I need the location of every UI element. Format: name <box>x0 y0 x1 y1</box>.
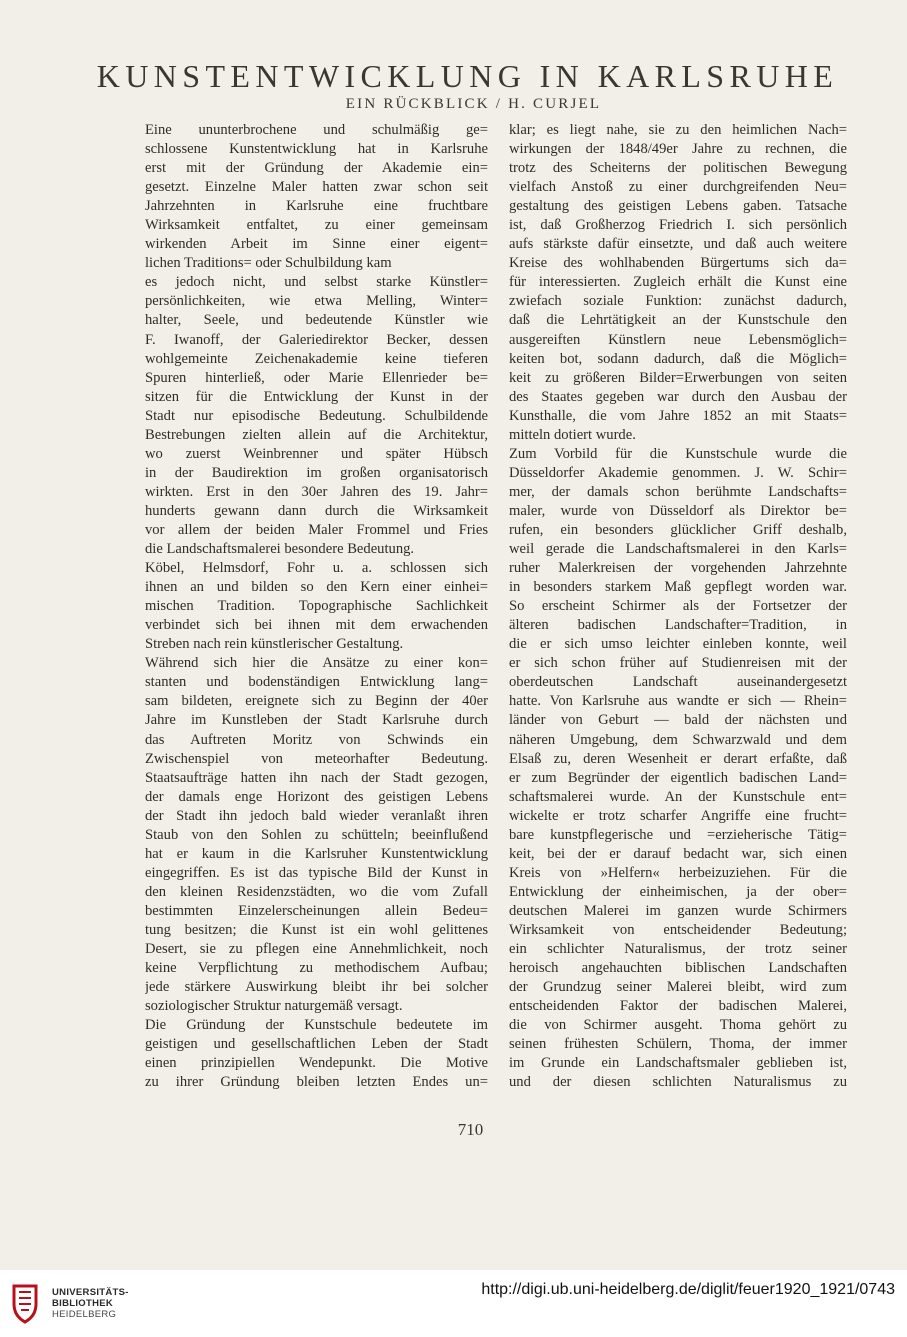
text-line: mischen Tradition. Topographische Sachlichkeit <box>145 598 488 615</box>
text-line: die er sich umso leichter einleben konnte, weil <box>509 636 847 653</box>
text-line: der Stadt ihn jedoch bald wieder veranlaßt ihren <box>145 807 488 824</box>
text-line: wirkten. Erst in den 30er Jahren des 19. Jahr= <box>145 483 488 500</box>
text-line: wirkenden Arbeit im Sinne einer eigent= <box>145 236 488 253</box>
text-line: älteren badischen Landschafter=Tradition, in <box>509 617 847 634</box>
text-line: für interessierten. Zugleich erhält die Kunst eine <box>509 274 847 291</box>
text-line: Zwischenspiel von meteorhafter Bedeutung. <box>145 750 488 767</box>
text-line: im Grunde ein Landschaftsmaler geblieben ist, <box>509 1055 847 1072</box>
text-line: Desert, sie zu pflegen eine Annehmlichkeit, noch <box>145 941 488 958</box>
text-line: hunderts gewann dann durch die Wirksamkeit <box>145 502 488 519</box>
text-line: näheren Umgebung, dem Schwarzwald und dem <box>509 731 847 748</box>
text-line: den kleinen Residenzstädten, wo die vom Zufall <box>145 883 488 900</box>
university-library-name <box>52 1287 129 1320</box>
text-line: zwiefach soziale Funktion: zunächst dadurch, <box>509 293 847 310</box>
text-line: er zum Begründer der eigentlich badischen Land= <box>509 769 847 786</box>
text-line: hat er kaum in die Karlsruher Kunstentwicklung <box>145 845 488 862</box>
text-line: wohlgemeinte Zeichenakademie keine tieferen <box>145 350 488 367</box>
text-column-right <box>509 121 847 1092</box>
text-line: es jedoch nicht, und selbst starke Künstler= <box>145 274 488 291</box>
text-line: der Grundzug seiner Malerei bleibt, wird zum <box>509 979 847 996</box>
text-line: F. Iwanoff, der Galeriedirektor Becker, dessen <box>145 331 488 348</box>
text-line: Wirksamkeit entfaltet, zu einer gemeinsam <box>145 217 488 234</box>
text-line: der damals enge Horizont des geistigen Lebens <box>145 788 488 805</box>
text-line: mer, der damals schon berühmte Landschafts= <box>509 483 847 500</box>
text-line: Während sich hier die Ansätze zu einer kon= <box>145 655 488 672</box>
text-line: Eine ununterbrochene und schulmäßig ge= <box>145 122 488 138</box>
text-line: gesetzt. Einzelne Maler hatten zwar schon seit <box>145 179 488 196</box>
text-line: keine Verpflichtung zu methodischem Aufbau; <box>145 960 488 977</box>
text-line: wo zuerst Weinbrenner und später Hübsch <box>145 445 488 462</box>
text-line: schlossene Kunstentwicklung hat in Karlsruhe <box>145 141 488 158</box>
text-line: daß die Lehrtätigkeit an der Kunstschule den <box>509 312 847 329</box>
text-line: trotz des Scheiterns der politischen Bewegung <box>509 160 847 177</box>
text-line: seinen frühesten Schülern, Thoma, der immer <box>509 1036 847 1053</box>
text-line: heroisch angehauchten biblischen Landschaften <box>509 960 847 977</box>
text-line: die Landschaftsmalerei besondere Bedeutung. <box>145 541 415 558</box>
logo-line-1: UNIVERSITÄTS- <box>52 1287 129 1298</box>
text-line: Düsseldorfer Akademie genommen. J. W. Schir= <box>509 464 847 481</box>
text-line: Jahre im Kunstleben der Stadt Karlsruhe durch <box>145 712 488 729</box>
text-line: schaftsmalerei wurde. An der Kunstschule ent= <box>509 788 847 805</box>
text-line: soziologischer Struktur naturgemäß versagt. <box>145 998 403 1015</box>
text-line: Die Gründung der Kunstschule bedeutete im <box>145 1017 488 1034</box>
text-line: Jahrzehnten in Karlsruhe eine fruchtbare <box>145 198 488 215</box>
text-line: Staub von den Sohlen zu schütteln; beeinflußend <box>145 826 488 843</box>
text-line: persönlichkeiten, wie etwa Melling, Winter= <box>145 293 488 310</box>
text-line: ihnen an und bilden so den Kern einer einhei= <box>145 579 488 596</box>
text-line: die von Schirmer ausgeht. Thoma gehört zu <box>509 1017 847 1034</box>
text-line: sam bildeten, ereignete sich zu Beginn der 40er <box>145 693 488 710</box>
source-url-link[interactable]: http://digi.ub.uni-heidelberg.de/diglit/feuer1920_1921/0743 <box>481 1281 895 1298</box>
text-line: lichen Traditions= oder Schulbildung kam <box>145 255 392 272</box>
text-line: Kreis von »Helfern« herbeizuziehen. Für die <box>509 864 847 881</box>
text-line: So erscheint Schirmer als der Fortsetzer der <box>509 598 847 615</box>
text-line: des Staates gegeben war durch den Ausbau der <box>509 388 847 405</box>
text-line: Stadt nur episodische Bedeutung. Schulbildende <box>145 407 488 424</box>
logo-line-3: HEIDELBERG <box>52 1309 117 1320</box>
text-line: oberdeutschen Landschaft auseinandergesetzt <box>509 674 847 691</box>
text-line: eingegriffen. Es ist das typische Bild der Kunst in <box>145 864 488 881</box>
text-line: in besonders starkem Maß gepflegt worden war. <box>509 579 847 596</box>
text-line: er sich schon früher auf Studienreisen mit der <box>509 655 847 672</box>
article-subtitle: EIN RÜCKBLICK / H. CURJEL <box>345 96 602 112</box>
page-number: 710 <box>457 1120 484 1139</box>
text-column-left <box>145 121 488 1092</box>
text-line: ein schlichter Naturalismus, der trotz seiner <box>509 941 847 958</box>
text-line: Entwicklung der einheimischen, ja der ober= <box>509 883 847 900</box>
text-line: klar; es liegt nahe, sie zu den heimlichen Nach= <box>509 122 847 138</box>
text-line: entscheidenden Faktor der badischen Malerei, <box>509 998 847 1015</box>
text-line: gestaltung des geistigen Lebens gaben. Tatsache <box>509 198 847 215</box>
text-line: vielfach Anstoß zu einer durchgreifenden Neu= <box>509 179 847 196</box>
text-line: Staatsaufträge hatten ihn nach der Stadt gezogen, <box>145 769 488 786</box>
text-line: hatte. Von Karlsruhe aus wandte er sich — Rhein= <box>509 693 847 710</box>
article-title: KUNSTENTWICKLUNG IN KARLSRUHE <box>96 58 839 94</box>
text-line: einen prinzipiellen Wendepunkt. Die Motive <box>145 1055 488 1072</box>
text-line: wirkungen der 1848/49er Jahre zu rechnen, die <box>509 141 847 158</box>
text-line: halter, Seele, und bedeutende Künstler wie <box>145 312 488 329</box>
text-line: und der diesen schlichten Naturalismus zu <box>509 1074 847 1091</box>
text-line: keit, bei der er darauf bedacht war, sich einen <box>509 845 847 862</box>
text-line: wickelte er trotz scharfer Angriffe eine frucht= <box>509 807 847 824</box>
text-line: deutschen Malerei im ganzen wurde Schirmers <box>509 902 847 919</box>
text-line: Bestrebungen zielten allein auf die Architektur, <box>145 426 488 443</box>
text-line: aufs stärkste dafür einsetzte, und daß auch weitere <box>509 236 847 253</box>
text-line: weil gerade die Landschaftsmalerei in den Karls= <box>509 541 847 558</box>
text-line: maler, wurde von Düsseldorf als Direktor be= <box>509 502 847 519</box>
text-line: Zum Vorbild für die Kunstschule wurde die <box>509 445 847 462</box>
text-line: Elsaß zu, deren Wesenheit er derart erfaßte, daß <box>509 750 847 767</box>
text-line: Köbel, Helmsdorf, Fohr u. a. schlossen sich <box>145 560 488 577</box>
text-line: keiten bot, sodann dadurch, daß die Möglich= <box>509 350 847 367</box>
text-line: zu ihrer Gründung bleiben letzten Endes un= <box>145 1074 488 1091</box>
text-line: sitzen für die Entwicklung der Kunst in der <box>145 388 488 405</box>
text-line: in der Baudirektion im großen organisatorisch <box>145 464 488 481</box>
text-line: ist, daß Großherzog Friedrich I. sich persönlich <box>509 217 847 234</box>
text-line: verbindet sich bei ihnen mit dem erwachenden <box>145 617 488 634</box>
text-line: Wirksamkeit von entscheidender Bedeutung; <box>509 921 847 938</box>
text-line: Spuren hinterließ, oder Marie Ellenrieder be= <box>145 369 488 386</box>
text-line: ausgereiften Künstlern neue Lebensmöglich= <box>509 331 847 348</box>
text-line: Kunsthalle, die vom Jahre 1852 an mit Staats= <box>509 407 847 424</box>
text-line: vor allem der beiden Maler Frommel und Fries <box>145 521 488 538</box>
text-line: das Auftreten Moritz von Schwinds ein <box>145 731 488 748</box>
text-line: erst mit der Gründung der Akademie ein= <box>145 160 488 177</box>
logo-line-2: BIBLIOTHEK <box>52 1298 114 1309</box>
text-line: geistigen und gesellschaftlichen Leben der Stadt <box>145 1036 488 1053</box>
text-line: bare kunstpflegerische und =erzieherische Tätig= <box>509 826 847 843</box>
text-line: jede stärkere Auswirkung bleibt ihr bei solcher <box>145 979 488 996</box>
university-library-logo-icon <box>10 1282 40 1324</box>
text-line: mitteln dotiert wurde. <box>509 426 636 443</box>
text-line: keit zu größeren Bilder=Erwerbungen von seiten <box>509 369 847 386</box>
text-line: rufen, ein besonders glücklicher Griff deshalb, <box>509 521 847 538</box>
text-line: tung besitzen; die Kunst ist ein wohl gelittenes <box>145 921 488 938</box>
text-line: Streben nach rein künstlerischer Gestaltung. <box>145 636 404 653</box>
text-line: Kreise des wohlhabenden Bürgertums sich da= <box>509 255 847 272</box>
text-line: bestimmten Einzelerscheinungen allein Bedeu= <box>145 902 488 919</box>
text-line: stanten und bodenständigen Entwicklung lang= <box>145 674 488 691</box>
text-line: länder von Geburt — bald der nächsten und <box>509 712 847 729</box>
text-line: ruher Malerkreisen der vorgehenden Jahrzehnte <box>509 560 847 577</box>
